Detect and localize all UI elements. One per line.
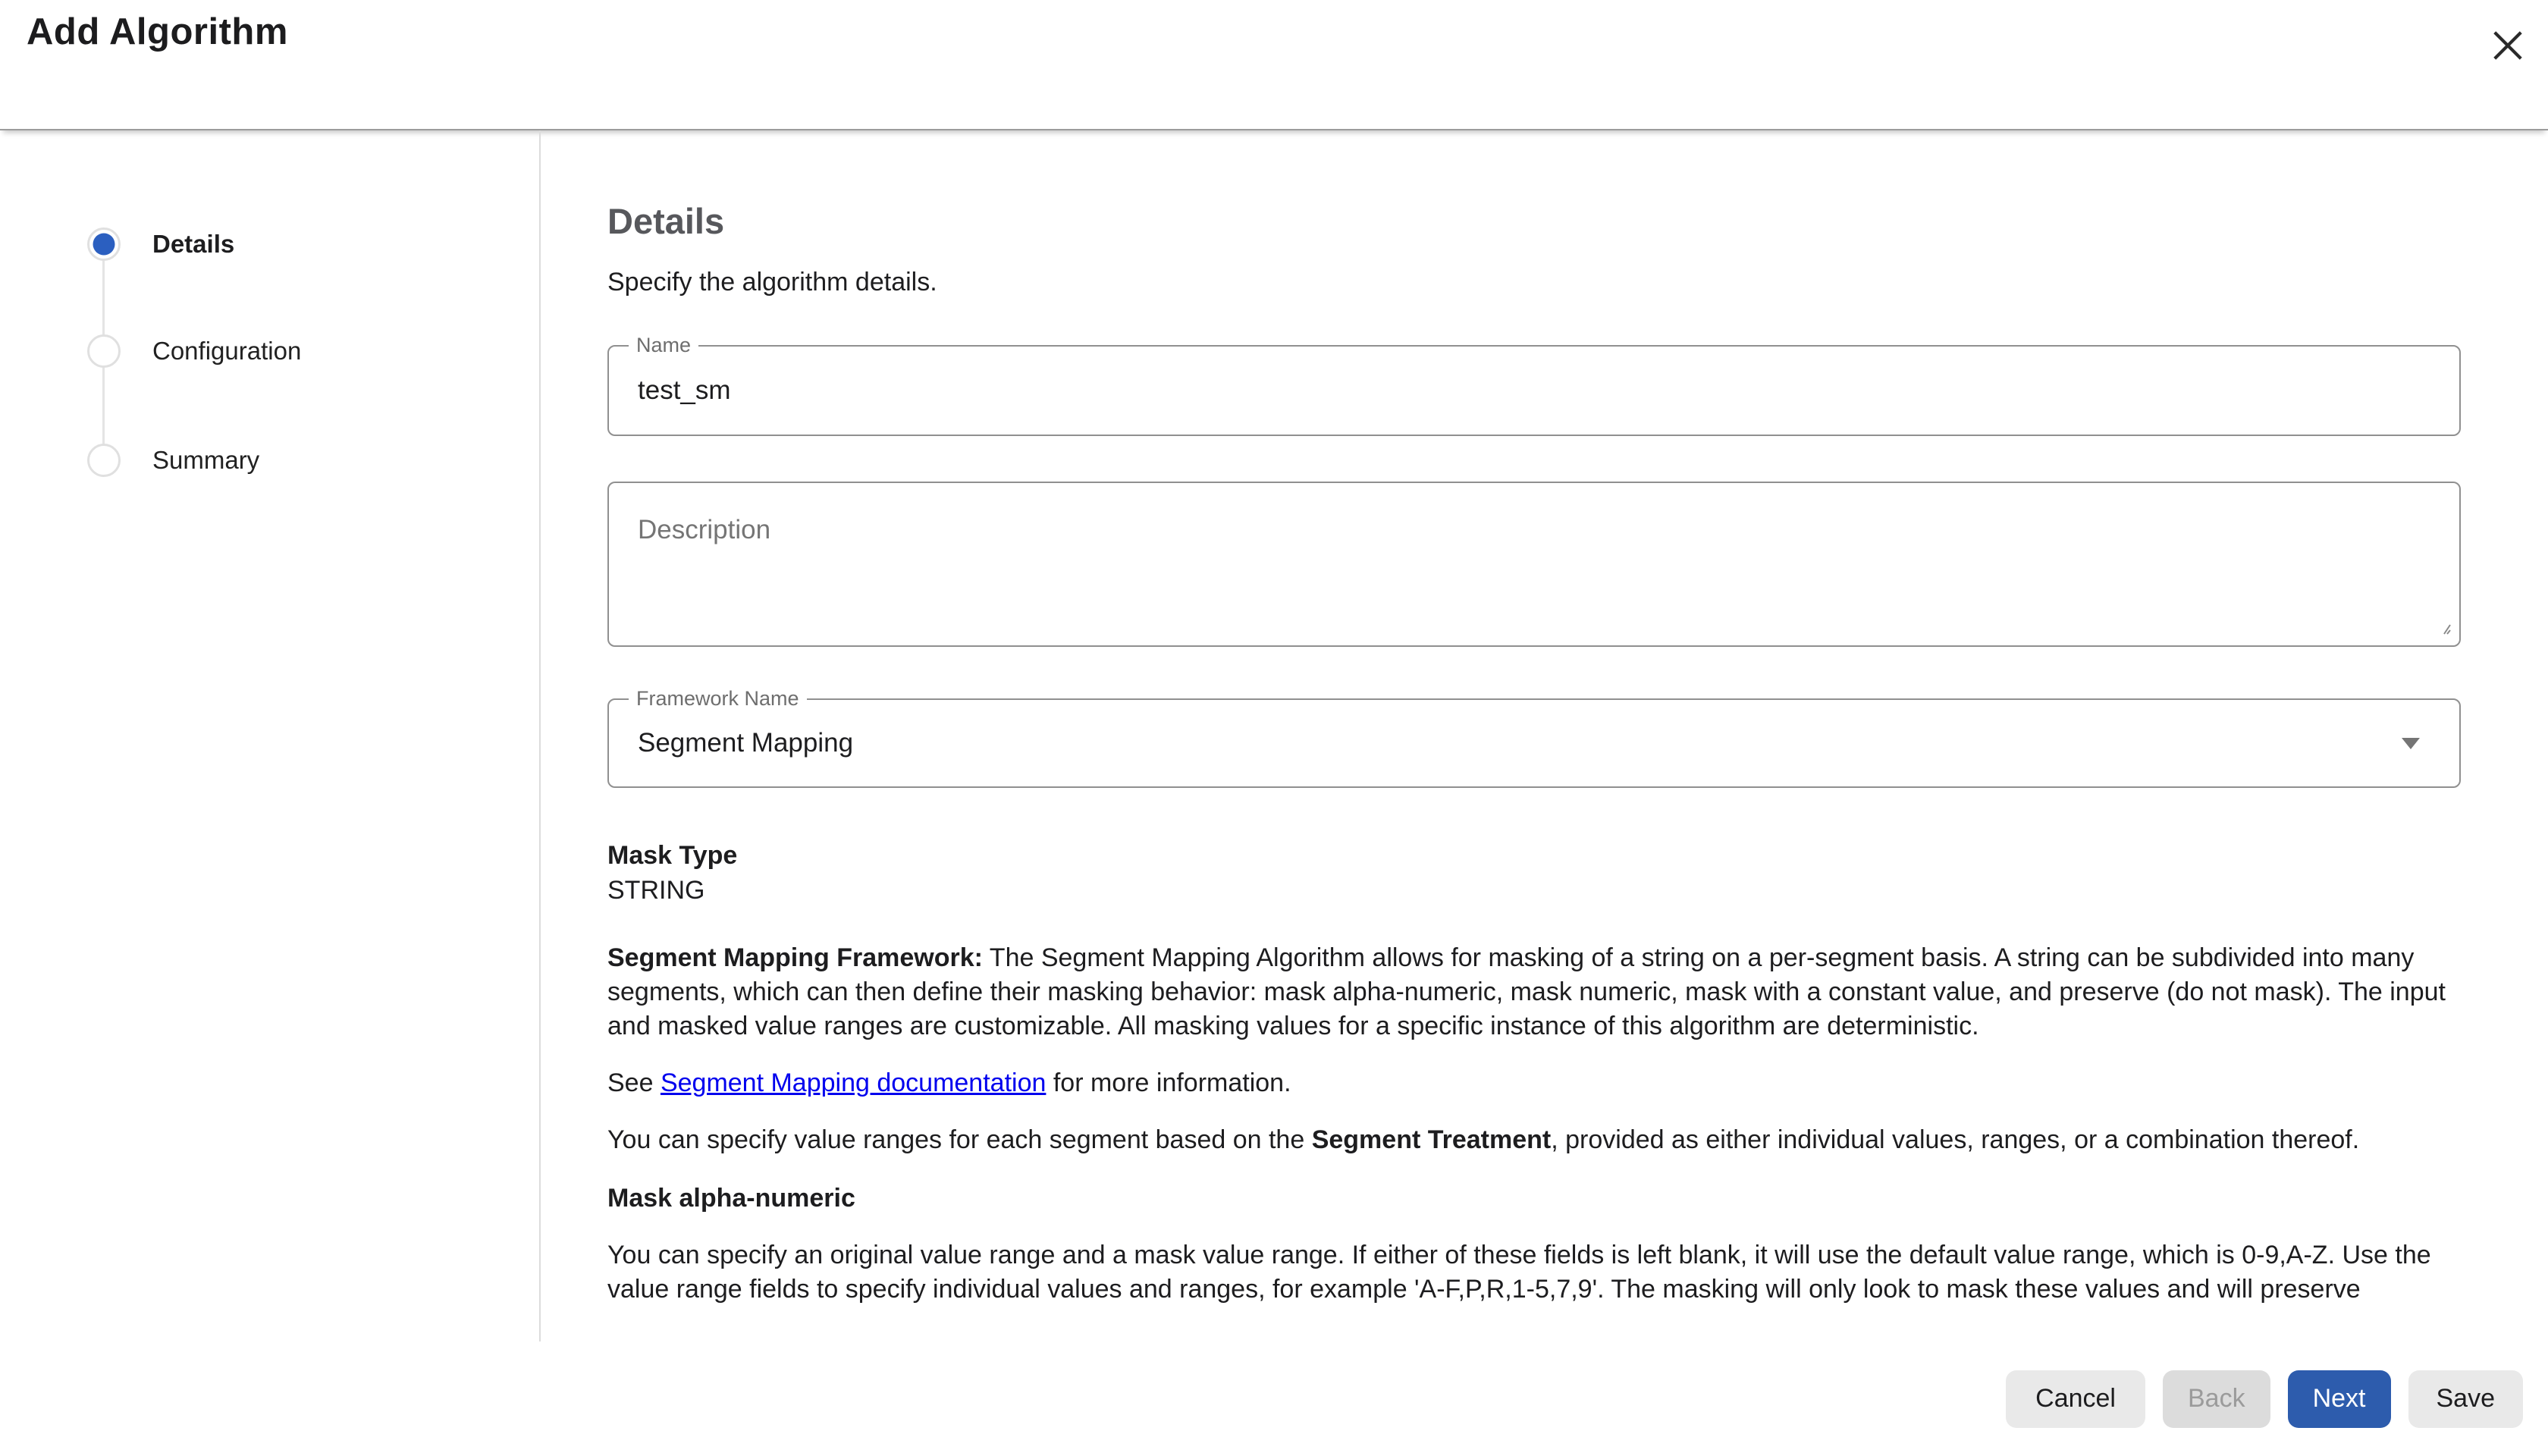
framework-description-body: The Segment Mapping Algorithm allows for masking of a string on a per-segment basis. A string can be subdivided into many segments, which can then define their masking behavior: mask alpha-numeric, mask numeric, mask with a constant value, and preserve (do not mask). The input and masked value ranges are customizable. All masking values for a specific instance of this algorithm are deterministic.	[607, 943, 2446, 1040]
dropdown-caret-icon	[2402, 738, 2420, 749]
doc-line-suffix: for more information.	[1046, 1068, 1291, 1097]
dialog-title: Add Algorithm	[27, 11, 288, 52]
documentation-line	[607, 1066, 2461, 1100]
mask-type-label: Mask Type	[607, 841, 738, 870]
resize-handle-icon[interactable]	[2435, 619, 2452, 639]
dialog-footer	[0, 1341, 2548, 1456]
mask-type-block	[607, 838, 2461, 908]
framework-select[interactable]	[607, 687, 2461, 788]
page-title: Details	[607, 201, 725, 241]
stepper-sidebar	[0, 130, 541, 1341]
stepper-step-configuration[interactable]	[87, 334, 301, 368]
step-circle-icon	[87, 444, 121, 477]
step-circle-active-icon	[87, 228, 121, 261]
documentation-link[interactable]: Segment Mapping documentation	[660, 1068, 1046, 1097]
cancel-button[interactable]: Cancel	[2006, 1370, 2145, 1428]
details-form	[541, 130, 2548, 1341]
step-circle-icon	[87, 334, 121, 368]
doc-line-prefix: See	[607, 1068, 661, 1097]
dialog-body	[0, 130, 2548, 1341]
treatment-prefix: You can specify value ranges for each segment based on the	[607, 1125, 1312, 1154]
segment-treatment-paragraph	[607, 1123, 2461, 1157]
name-input[interactable]	[609, 347, 2459, 435]
description-textarea[interactable]	[609, 483, 2459, 645]
description-field-container	[607, 482, 2461, 647]
page-subtitle: Specify the algorithm details.	[607, 268, 937, 297]
step-label: Summary	[152, 446, 260, 474]
back-button[interactable]: Back	[2163, 1370, 2270, 1428]
next-button[interactable]: Next	[2288, 1370, 2391, 1428]
framework-field-label: Framework Name	[629, 687, 807, 710]
close-button[interactable]	[2484, 23, 2531, 70]
name-field-label: Name	[629, 334, 698, 356]
step-label: Details	[152, 230, 235, 258]
framework-selected-value: Segment Mapping	[638, 728, 854, 758]
stepper-step-details[interactable]	[87, 228, 234, 261]
name-field-container	[607, 334, 2461, 436]
framework-description-paragraph	[607, 941, 2461, 1043]
save-button[interactable]: Save	[2408, 1370, 2524, 1428]
dialog-header	[0, 0, 2548, 130]
mask-alpha-numeric-heading: Mask alpha-numeric	[607, 1184, 855, 1213]
close-icon	[2490, 54, 2525, 65]
treatment-bold: Segment Treatment	[1311, 1125, 1552, 1154]
step-label: Configuration	[152, 337, 302, 365]
mask-type-value: STRING	[607, 876, 705, 905]
mask-alpha-numeric-paragraph: You can specify an original value range and a mask value range. If either of these fields is left blank, it will use the default value range, which is 0-9,A-Z. Use the value range fields to specify individual values and ranges, for example 'A-F,P,R,1-5,7,9'. The masking will only look to mask these values and will preserve	[607, 1241, 2431, 1304]
treatment-suffix: , provided as either individual values, ranges, or a combination thereof.	[1551, 1125, 2360, 1154]
stepper-step-summary[interactable]	[87, 444, 259, 477]
framework-description-lead: Segment Mapping Framework:	[607, 943, 983, 972]
